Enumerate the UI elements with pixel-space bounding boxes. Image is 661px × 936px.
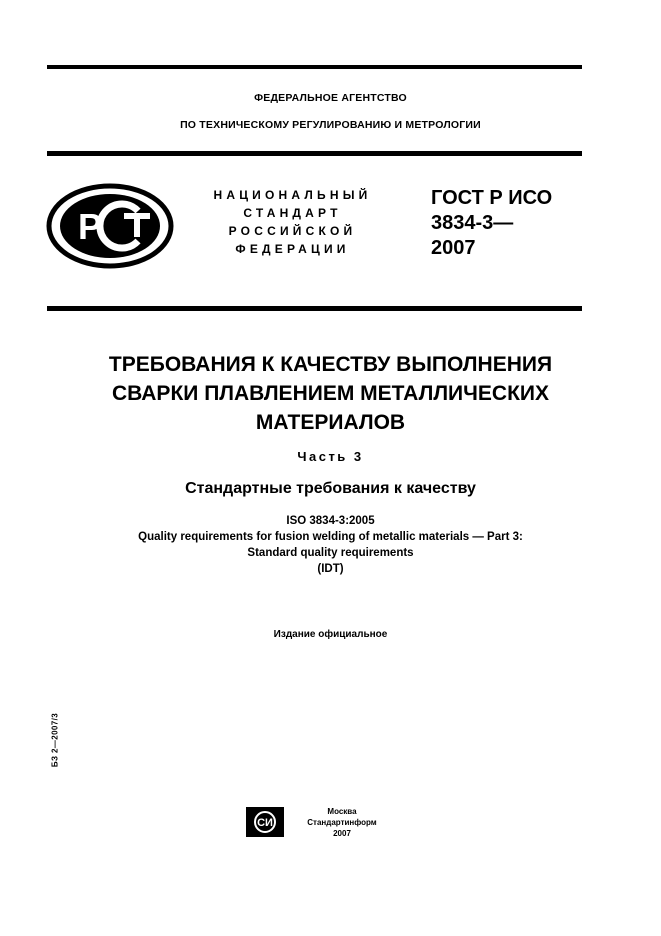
document-subtitle: Стандартные требования к качеству [185,480,476,497]
agency-line-1: ФЕДЕРАЛЬНОЕ АГЕНТСТВО [254,92,407,104]
svg-text:Р: Р [77,206,103,247]
top-rule [47,65,582,69]
publisher [297,806,387,839]
iso-reference [0,513,661,577]
standartinform-logo-icon [246,807,284,837]
iso-number: ISO 3834-3:2005 [286,515,375,527]
designation-line-1: ГОСТ Р ИСО [431,187,553,209]
standard-type [195,186,390,258]
rst-logo-icon [46,183,174,269]
title-line-3: МАТЕРИАЛОВ [255,411,406,434]
iso-degree: (IDT) [317,563,344,575]
standard-type-line-2: СТАНДАРТ [243,206,342,220]
side-code: БЗ 2—2007/3 [50,712,60,768]
edition-note: Издание официальное [273,629,388,640]
title-line-1: ТРЕБОВАНИЯ К КАЧЕСТВУ ВЫПОЛНЕНИЯ [108,353,553,376]
standard-type-line-3: РОССИЙСКОЙ [228,224,357,238]
standard-type-line-4: ФЕДЕРАЦИИ [235,242,350,256]
designation-line-2: 3834-3— [431,212,514,234]
title-line-2: СВАРКИ ПЛАВЛЕНИЕМ МЕТАЛЛИЧЕСКИХ [111,382,549,405]
standard-designation [431,186,552,261]
agency-line-2: ПО ТЕХНИЧЕСКОМУ РЕГУЛИРОВАНИЮ И МЕТРОЛОГИИ [180,119,481,131]
designation-line-3: 2007 [431,237,476,259]
iso-title-line-2: Standard quality requirements [247,547,414,559]
publisher-year: 2007 [333,829,351,838]
svg-text:СИ: СИ [257,817,273,829]
standard-type-line-1: НАЦИОНАЛЬНЫЙ [213,188,372,202]
header-rule [47,151,582,156]
document-title [0,350,661,437]
part-number: Часть 3 [297,449,364,464]
designation-rule [47,306,582,311]
publisher-name: Стандартинформ [307,818,377,827]
iso-title-line-1: Quality requirements for fusion welding of metallic materials — Part 3: [138,531,523,543]
publisher-city: Москва [327,807,357,816]
